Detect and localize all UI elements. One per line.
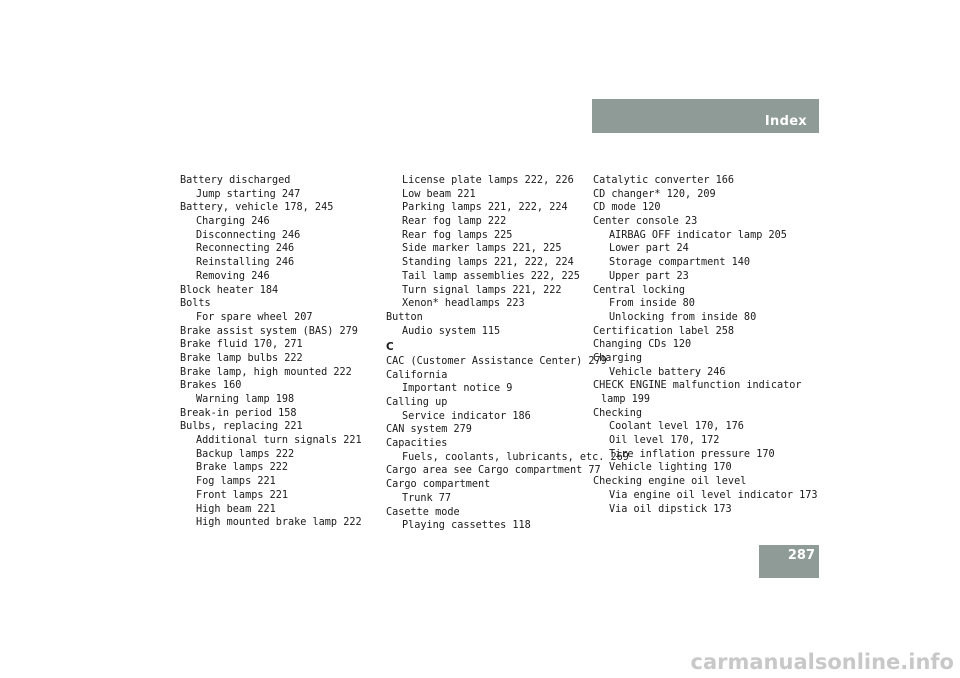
index-entry: California: [386, 369, 448, 381]
index-subentry: Parking lamps 221, 222, 224: [402, 202, 568, 214]
index-subentry: Warning lamp 198: [196, 394, 295, 405]
index-entry: CHECK ENGINE malfunction indicator: [593, 380, 802, 392]
index-subentry: Rear fog lamps 225: [402, 229, 513, 241]
index-subentry: High beam 221: [196, 503, 276, 515]
index-entry: Cargo compartment: [386, 479, 491, 491]
index-entry: Center console 23: [593, 216, 698, 228]
index-subentry: Brake lamps 222: [196, 462, 289, 474]
index-header-bar: [592, 99, 819, 133]
index-subentry: Additional turn signals 221: [196, 435, 362, 447]
index-letter-heading: C: [386, 341, 394, 354]
index-entry: Brake lamp bulbs 222: [180, 352, 303, 364]
index-subentry: Standing lamps 221, 222, 224: [402, 257, 574, 269]
index-subentry: Disconnecting 246: [196, 229, 301, 241]
index-subentry: Trunk 77: [402, 492, 452, 504]
index-subentry: Upper part 23: [609, 270, 689, 282]
index-subentry: Low beam 221: [402, 188, 476, 200]
index-subentry: Service indicator 186: [402, 410, 531, 422]
index-subentry: Important notice 9: [402, 383, 513, 395]
index-subentry: Rear fog lamp 222: [402, 216, 507, 228]
index-subentry: Via engine oil level indicator 173: [609, 489, 818, 501]
index-entry: CAC (Customer Assistance Center) 279: [386, 355, 607, 367]
index-subentry: For spare wheel 207: [196, 311, 313, 323]
page-number: 287: [787, 548, 815, 563]
index-entry: Bulbs, replacing 221: [180, 421, 303, 433]
index-subentry: Backup lamps 222: [196, 448, 295, 460]
index-entry: Cargo area see Cargo compartment 77: [386, 465, 601, 477]
index-entry: Central locking: [593, 284, 686, 296]
index-entry: Button: [386, 311, 423, 323]
index-subentry: Charging 246: [196, 216, 270, 228]
index-entry: Brake fluid 170, 271: [180, 339, 303, 351]
index-entry: CAN system 279: [386, 424, 472, 436]
index-entry: Block heater 184: [180, 284, 279, 296]
index-subentry: Vehicle battery 246: [609, 366, 726, 378]
index-subentry: Reinstalling 246: [196, 257, 295, 269]
index-subentry: Tail lamp assemblies 222, 225: [402, 270, 580, 282]
index-entry: Battery, vehicle 178, 245: [180, 202, 334, 214]
index-subentry: High mounted brake lamp 222: [196, 517, 362, 529]
index-column-1: [180, 174, 362, 530]
index-entry: Casette mode: [386, 506, 460, 518]
index-entry: CD changer* 120, 209: [593, 188, 716, 200]
index-column-3: [593, 174, 818, 516]
index-subentry: Front lamps 221: [196, 489, 289, 501]
index-subentry: Storage compartment 140: [609, 257, 751, 269]
page-title: Index: [764, 114, 807, 129]
index-subentry: Jump starting 247: [196, 188, 301, 200]
index-entry: Checking engine oil level: [593, 476, 747, 488]
index-subentry: Turn signal lamps 221, 222: [402, 284, 562, 296]
index-subentry: License plate lamps 222, 226: [402, 175, 574, 186]
index-entry: Catalytic converter 166: [593, 175, 735, 186]
index-subentry: Lower part 24: [609, 243, 689, 255]
index-subentry: Tire inflation pressure 170: [609, 448, 775, 460]
index-subentry: Removing 246: [196, 270, 270, 282]
page-number-box: [759, 545, 819, 578]
index-entry: Certification label 258: [593, 325, 735, 337]
index-entry: lamp 199: [601, 394, 651, 405]
index-subentry: Vehicle lighting 170: [609, 462, 732, 474]
index-subentry: Side marker lamps 221, 225: [402, 243, 562, 255]
index-entry: Battery discharged: [180, 175, 291, 186]
index-subentry: Reconnecting 246: [196, 243, 295, 255]
index-entry: Checking: [593, 407, 643, 419]
index-subentry: Fog lamps 221: [196, 476, 276, 488]
index-subentry: Via oil dipstick 173: [609, 503, 732, 515]
index-entry: Capacities: [386, 438, 448, 450]
index-entry: Calling up: [386, 397, 448, 408]
index-subentry: Audio system 115: [402, 325, 501, 337]
index-subentry: Playing cassettes 118: [402, 520, 531, 532]
index-subentry: Coolant level 170, 176: [609, 421, 744, 433]
index-entry: Charging: [593, 352, 643, 364]
index-entry: CD mode 120: [593, 202, 661, 214]
index-subentry: From inside 80: [609, 298, 695, 310]
index-entry: Brakes 160: [180, 380, 242, 392]
index-entry: Break-in period 158: [180, 407, 297, 419]
index-subentry: Oil level 170, 172: [609, 435, 720, 447]
index-subentry: Fuels, coolants, lubricants, etc. 269: [402, 451, 629, 463]
index-subentry: Unlocking from inside 80: [609, 311, 757, 323]
index-entry: Brake lamp, high mounted 222: [180, 366, 352, 378]
index-entry: Brake assist system (BAS) 279: [180, 325, 358, 337]
index-subentry: AIRBAG OFF indicator lamp 205: [609, 229, 787, 241]
index-entry: Bolts: [180, 298, 211, 310]
index-subentry: Xenon* headlamps 223: [402, 298, 525, 310]
watermark-text: carmanualsonline.info: [690, 650, 954, 674]
index-entry: Changing CDs 120: [593, 339, 692, 351]
